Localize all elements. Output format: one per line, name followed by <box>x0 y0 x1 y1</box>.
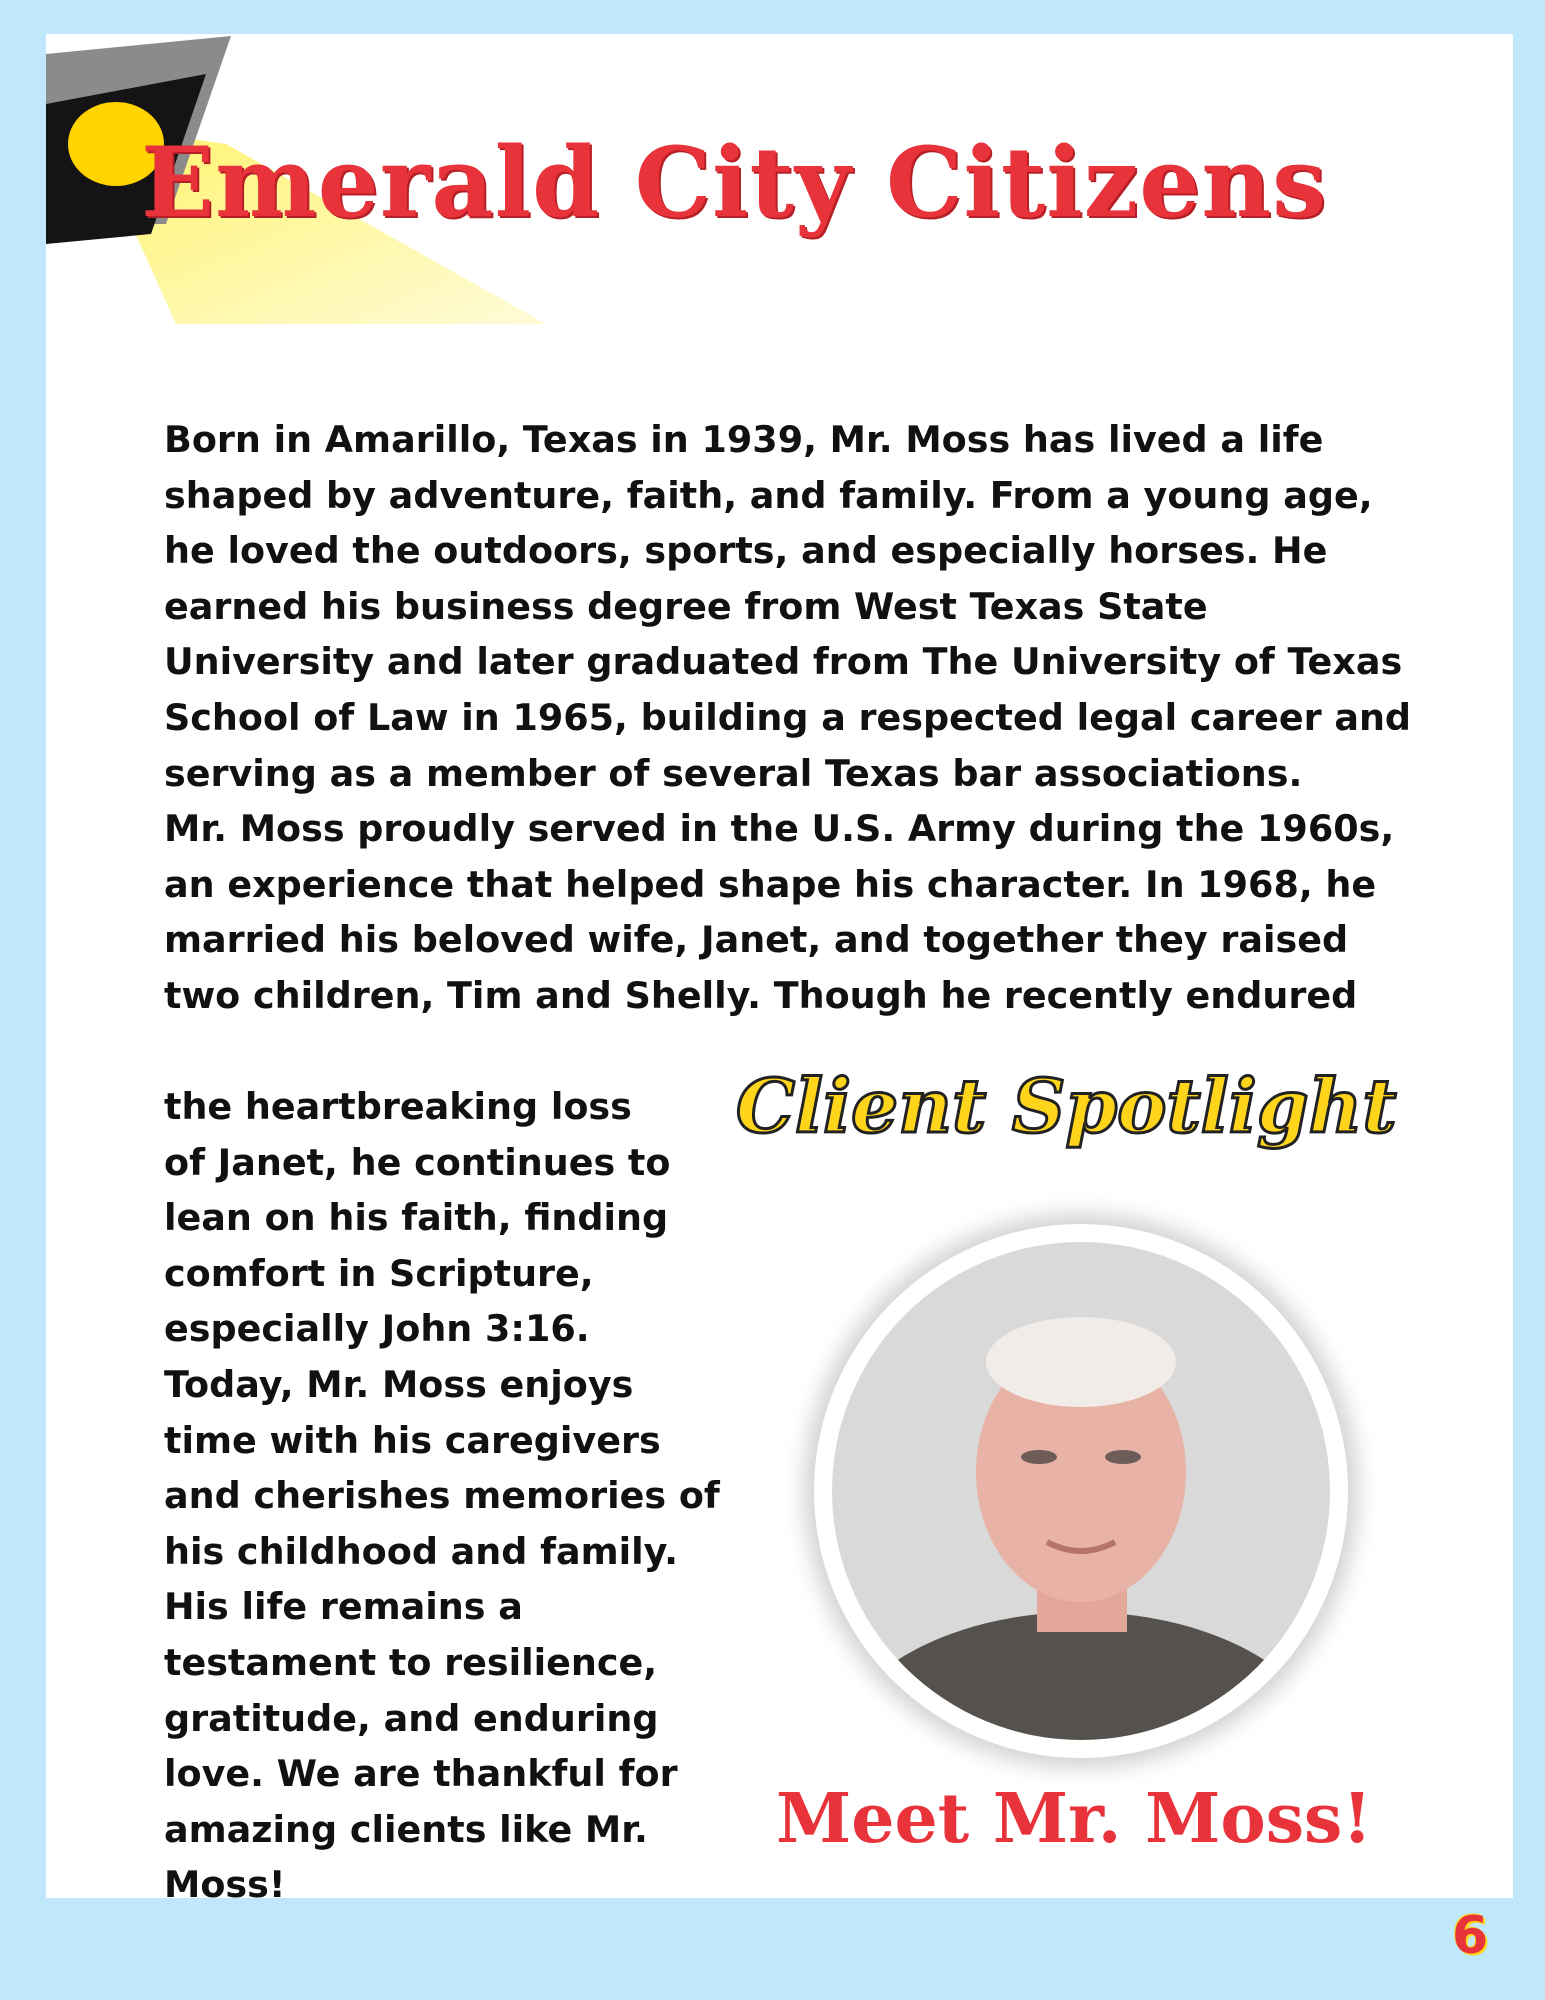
article-line: Moss! <box>164 1863 286 1898</box>
article-body-left <box>164 1079 724 1898</box>
page-number: 6 <box>1452 1906 1489 1966</box>
article-line: an experience that helped shape his character. In 1968, he <box>164 862 1377 906</box>
article-line: shaped by adventure, faith, and family. From a young age, <box>164 473 1373 517</box>
article-line: of Janet, he continues to <box>164 1140 671 1184</box>
article-line: Today, Mr. Moss enjoys <box>164 1362 634 1406</box>
article-line: School of Law in 1965, building a respected legal career and <box>164 695 1412 739</box>
article-line: gratitude, and enduring <box>164 1696 659 1740</box>
client-photo <box>832 1242 1330 1740</box>
article-line: Mr. Moss proudly served in the U.S. Army during the 1960s, <box>164 807 1395 851</box>
masthead-title: Emerald City Citizens <box>141 126 1328 239</box>
article-line: the heartbreaking loss <box>164 1085 632 1128</box>
article-line: love. We are thankful for <box>164 1752 678 1796</box>
article-line: earned his business degree from West Texas State <box>164 584 1208 628</box>
meet-caption: Meet Mr. Moss! <box>776 1779 1373 1859</box>
article-line: especially John 3:16. <box>164 1307 590 1351</box>
article-line: time with his caregivers <box>164 1418 661 1462</box>
article-line: he loved the outdoors, sports, and especially horses. He <box>164 529 1328 573</box>
article-body-top <box>164 412 1504 1024</box>
newsletter-page <box>46 34 1513 1898</box>
article-line: comfort in Scripture, <box>164 1251 594 1295</box>
article-line: his childhood and family. <box>164 1529 678 1573</box>
article-line: married his beloved wife, Janet, and together they raised <box>164 918 1349 962</box>
article-line: and cherishes memories of <box>164 1474 720 1518</box>
article-line: lean on his faith, finding <box>164 1196 669 1240</box>
article-line: two children, Tim and Shelly. Though he recently endured <box>164 973 1358 1017</box>
article-line: serving as a member of several Texas bar associations. <box>164 751 1303 795</box>
article-line: University and later graduated from The University of Texas <box>164 640 1403 684</box>
client-photo-frame <box>814 1224 1348 1758</box>
article-line: Born in Amarillo, Texas in 1939, Mr. Moss has lived a life <box>164 418 1324 461</box>
article-line: testament to resilience, <box>164 1640 658 1684</box>
article-line: amazing clients like Mr. <box>164 1807 648 1851</box>
article-line: His life remains a <box>164 1585 523 1629</box>
client-spotlight-heading: Client Spotlight <box>736 1064 1397 1150</box>
